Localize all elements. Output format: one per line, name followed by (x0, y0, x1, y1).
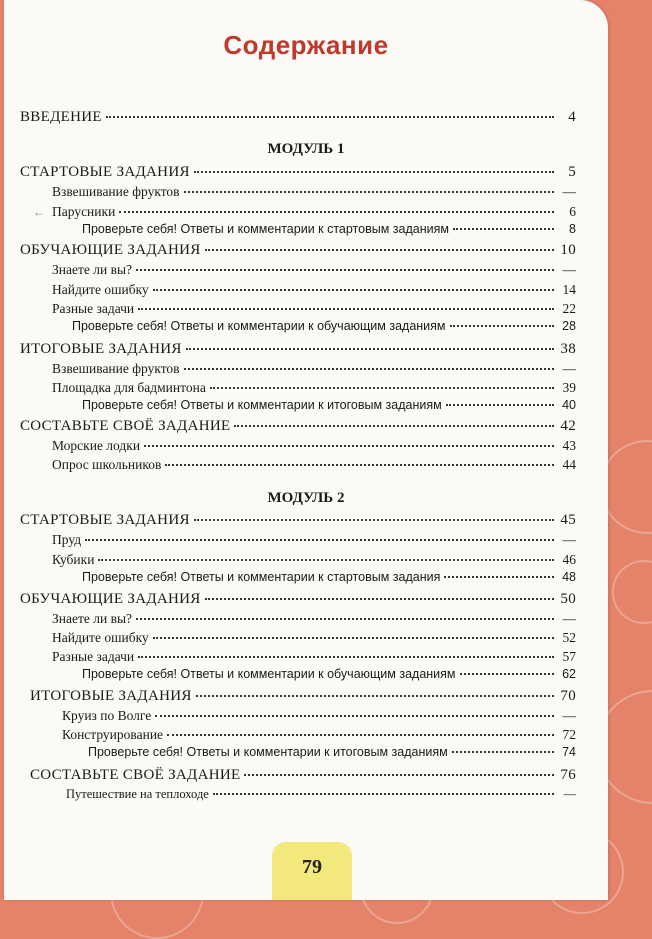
toc-page: — (562, 611, 576, 626)
toc-entry-m1-train-2[interactable] (52, 283, 576, 297)
dot-leader (184, 368, 554, 370)
page-number-tab (272, 842, 352, 900)
toc-page: 8 (569, 222, 576, 236)
toc-label: Разные задачи (52, 301, 135, 316)
toc-page: — (562, 708, 576, 723)
toc-page: 6 (569, 204, 576, 219)
dot-leader (98, 559, 554, 561)
page-title: Содержание (223, 30, 389, 60)
toc-page: 46 (562, 552, 576, 567)
toc-entry-m1-final[interactable] (20, 342, 576, 357)
toc-entry-m1-compose[interactable] (20, 419, 576, 434)
dot-leader (453, 228, 554, 230)
toc-page: — (563, 787, 576, 801)
toc-entry-m1-compose-2[interactable] (52, 458, 576, 472)
dot-leader (155, 715, 554, 717)
module-1-heading: МОДУЛЬ 1 (267, 141, 345, 157)
toc-page: 76 (560, 767, 576, 783)
toc-label: Конструирование (62, 727, 164, 742)
toc-page: 57 (562, 649, 576, 664)
dot-leader (234, 425, 554, 427)
dot-leader (136, 269, 554, 271)
toc-entry-m1-start-check[interactable] (82, 223, 576, 236)
toc-page: 4 (568, 109, 576, 125)
toc-entry-m2-compose-1[interactable] (66, 788, 576, 801)
toc-label: ИТОГОВЫЕ ЗАДАНИЯ (30, 688, 192, 704)
toc-entry-m2-train-1[interactable] (52, 612, 576, 626)
toc-page: 5 (568, 164, 576, 180)
toc-page: 50 (560, 591, 576, 607)
dot-leader (138, 308, 554, 310)
toc-label: Разные задачи (52, 649, 135, 664)
toc-label: Найдите ошибку (52, 630, 149, 645)
dot-leader (106, 116, 554, 118)
toc-page: — (562, 532, 576, 547)
dot-leader (138, 656, 554, 658)
toc-label: ИТОГОВЫЕ ЗАДАНИЯ (20, 341, 182, 357)
toc-label: Пруд (52, 532, 82, 547)
toc-entry-m1-final-2[interactable] (52, 381, 576, 395)
toc-entry-m2-start-1[interactable] (52, 533, 576, 547)
dot-leader (144, 445, 554, 447)
toc-label: Взвешивание фруктов (52, 361, 180, 376)
toc-page: 52 (562, 630, 576, 645)
toc-page: — (562, 184, 576, 199)
toc-page: 70 (560, 688, 576, 704)
toc-page: — (562, 262, 576, 277)
dot-leader (186, 348, 554, 350)
toc-page: 42 (560, 418, 576, 434)
toc-page: 10 (560, 242, 576, 258)
toc-entry-m2-start-2[interactable] (52, 553, 576, 567)
toc-label: Проверьте себя! Ответы и комментарии к стартовым заданиям (82, 222, 449, 236)
toc-label: Проверьте себя! Ответы и комментарии к итоговым заданиям (82, 398, 442, 412)
dot-leader (444, 576, 554, 578)
toc-label: СОСТАВЬТЕ СВОЁ ЗАДАНИЕ (20, 418, 231, 434)
toc-label: Площадка для бадминтона (52, 380, 206, 395)
toc-entry-m1-compose-1[interactable] (52, 439, 576, 453)
toc-label: ВВЕДЕНИЕ (20, 109, 102, 125)
toc-entry-m1-start-2[interactable] (52, 205, 576, 219)
toc-label: Проверьте себя! Ответы и комментарии к итоговым заданиям (88, 745, 448, 759)
toc-page: 44 (562, 457, 576, 472)
module-2-heading: МОДУЛЬ 2 (267, 490, 345, 506)
toc-label: Найдите ошибку (52, 282, 149, 297)
toc-entry-m1-train-3[interactable] (52, 302, 576, 316)
toc-entry-m1-train-1[interactable] (52, 263, 576, 277)
dot-leader (165, 464, 554, 466)
toc-label: ОБУЧАЮЩИЕ ЗАДАНИЯ (20, 242, 201, 258)
toc-label: СТАРТОВЫЕ ЗАДАНИЯ (20, 164, 190, 180)
toc-entry-m2-final-1[interactable] (62, 709, 576, 723)
toc-entry-m2-final-check[interactable] (88, 746, 576, 759)
toc-entry-m2-final-2[interactable] (62, 728, 576, 742)
dot-leader (452, 751, 554, 753)
dot-leader (153, 637, 554, 639)
toc-label: Парусники (52, 204, 116, 219)
dot-leader (205, 598, 554, 600)
dot-leader (213, 793, 554, 795)
dot-leader (167, 734, 554, 736)
dot-leader (194, 171, 554, 173)
toc-label: Опрос школьников (52, 457, 162, 472)
toc-entry-m2-train-2[interactable] (52, 631, 576, 645)
dot-leader (244, 774, 554, 776)
gear-decoration-icon (612, 560, 652, 624)
toc-page: 62 (562, 667, 576, 681)
toc-entry-intro[interactable] (20, 110, 576, 125)
toc-label: СТАРТОВЫЕ ЗАДАНИЯ (20, 512, 190, 528)
toc-label: Взвешивание фруктов (52, 184, 180, 199)
toc-label: Знаете ли вы? (52, 611, 133, 626)
dot-leader (153, 289, 554, 291)
toc-page: — (562, 361, 576, 376)
toc-page: 48 (562, 570, 576, 584)
toc-entry-m2-train-3[interactable] (52, 650, 576, 664)
toc-page: 28 (562, 319, 576, 333)
contents-page (4, 0, 608, 900)
toc-label: Морские лодки (52, 438, 141, 453)
dot-leader (184, 191, 554, 193)
toc-label: Проверьте себя! Ответы и комментарии к обучающим заданиям (72, 319, 446, 333)
arrow-left-icon: ← (33, 205, 45, 219)
toc-entry-m1-final-1[interactable] (52, 362, 576, 376)
toc-entry-m2-start-check[interactable] (82, 571, 576, 584)
toc-entry-m2-compose[interactable] (30, 768, 576, 783)
dot-leader (194, 519, 554, 521)
dot-leader (450, 325, 554, 327)
toc-label: Круиз по Волге (62, 708, 152, 723)
toc-page: 40 (562, 398, 576, 412)
toc-entry-m2-final[interactable] (30, 689, 576, 704)
toc-page: 22 (562, 301, 576, 316)
toc-label: СОСТАВЬТЕ СВОЁ ЗАДАНИЕ (30, 767, 241, 783)
toc-label: Путешествие на теплоходе (66, 787, 209, 801)
toc-label: Проверьте себя! Ответы и комментарии к стартовым задания (82, 570, 441, 584)
dot-leader (85, 539, 554, 541)
page-number: 79 (302, 856, 322, 878)
toc-label: Проверьте себя! Ответы и комментарии к обучающим заданиям (82, 667, 456, 681)
dot-leader (119, 211, 554, 213)
toc-entry-m2-train-check[interactable] (82, 668, 576, 681)
toc-page: 39 (562, 380, 576, 395)
toc-page: 45 (560, 512, 576, 528)
toc-label: ОБУЧАЮЩИЕ ЗАДАНИЯ (20, 591, 201, 607)
toc-entry-m1-final-check[interactable] (82, 399, 576, 412)
dot-leader (205, 249, 554, 251)
toc-entry-m2-train[interactable] (20, 592, 576, 607)
dot-leader (446, 404, 554, 406)
toc-page: 74 (562, 745, 576, 759)
toc-entry-m2-start[interactable] (20, 513, 576, 528)
toc-page: 38 (560, 341, 576, 357)
toc-entry-m1-train-check[interactable] (72, 320, 576, 333)
dot-leader (210, 387, 554, 389)
dot-leader (460, 673, 554, 675)
toc-entry-m1-train[interactable] (20, 243, 576, 258)
toc-entry-m1-start-1[interactable] (52, 185, 576, 199)
dot-leader (196, 695, 554, 697)
toc-entry-m1-start[interactable] (20, 165, 576, 180)
toc-page: 43 (562, 438, 576, 453)
toc-label: Знаете ли вы? (52, 262, 133, 277)
dot-leader (136, 618, 554, 620)
toc-page: 72 (562, 727, 576, 742)
toc-label: Кубики (52, 552, 95, 567)
toc-page: 14 (562, 282, 576, 297)
